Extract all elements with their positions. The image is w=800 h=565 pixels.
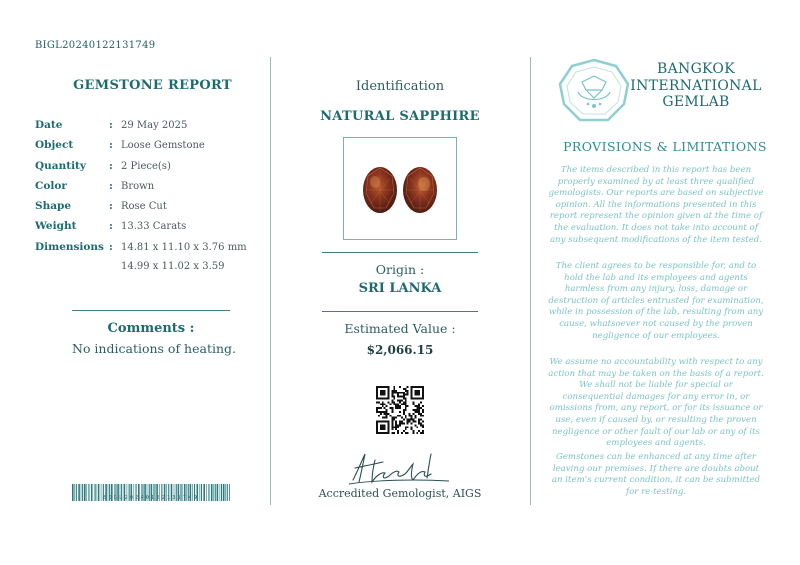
divider bbox=[72, 310, 230, 311]
detail-label: Object bbox=[35, 139, 74, 152]
provisions-paragraph-1: The items described in this report has been properly examined by at least three qualified gemologists. Our reports are based on subjective opinion. All the informations presented in this report represent the opinion given at the time of the evaluation. It does not take into account of any subsequent modifications of the item tested. bbox=[548, 165, 764, 245]
lab-name-line2: INTERNATIONAL bbox=[630, 77, 762, 94]
detail-value: 13.33 Carats bbox=[121, 221, 187, 233]
detail-row-weight: Weight : 13.33 Carats bbox=[35, 220, 187, 233]
qr-code bbox=[376, 386, 424, 434]
comments-title: Comments : bbox=[107, 321, 195, 336]
divider bbox=[322, 311, 478, 312]
lab-name-line1: BANGKOK bbox=[657, 61, 735, 77]
detail-row-color: Color : Brown bbox=[35, 179, 155, 192]
gemlab-logo bbox=[558, 58, 630, 124]
detail-value: 29 May 2025 bbox=[121, 120, 188, 131]
gemstone-left bbox=[363, 167, 397, 213]
report-number: BIGL20240122131749 bbox=[35, 40, 156, 51]
detail-value: 14.81 x 11.10 x 3.76 mm bbox=[121, 241, 247, 253]
detail-value: 14.99 x 11.02 x 3.59 bbox=[121, 261, 225, 273]
detail-row-object: Object : Loose Gemstone bbox=[35, 139, 205, 152]
details-list bbox=[35, 119, 247, 281]
detail-value: Brown bbox=[121, 180, 155, 192]
detail-label: Dimensions bbox=[35, 240, 104, 253]
gemstone-image bbox=[344, 138, 456, 239]
gemstone-right bbox=[403, 167, 437, 213]
detail-row-dimensions: Dimensions : 14.81 x 11.10 x 3.76 mm bbox=[35, 240, 247, 253]
detail-label: Color bbox=[35, 179, 67, 192]
detail-value: 2 Piece(s) bbox=[121, 160, 171, 172]
provisions-paragraph-4: Gemstones can be enhanced at any time after leaving our premises. If there are doubts about an item's current condition, it can be submitted for re-testing. bbox=[551, 452, 761, 497]
detail-label: Date bbox=[35, 119, 63, 131]
column-separator bbox=[530, 57, 531, 505]
detail-row-dimensions-second bbox=[35, 261, 247, 281]
identification-value: NATURAL SAPPHIRE bbox=[320, 109, 480, 124]
gemologist-signature bbox=[345, 446, 455, 488]
origin-value: SRI LANKA bbox=[358, 281, 442, 296]
gemstone-photo bbox=[343, 137, 457, 240]
provisions-title: PROVISIONS & LIMITATIONS bbox=[563, 139, 767, 154]
identification-label: Identification bbox=[355, 79, 445, 94]
provisions-paragraph-3: We assume no accountability with respect to any action that may be taken on the basis of a report. We shall not be liable for special or consequential damages for any error in, or omissions from, any report, or for its issuance or use, even if caused by, or resulting the proven negligence or other fault of our lab or any of its employees and agents. bbox=[548, 357, 764, 449]
detail-label: Quantity bbox=[35, 159, 87, 172]
detail-row-date: Date : 29 May 2025 bbox=[35, 119, 188, 131]
detail-row-quantity: Quantity : 2 Piece(s) bbox=[35, 159, 171, 172]
provisions-paragraph-2: The client agrees to be responsible for, and to hold the lab and its employees and agents harmless from any injury, loss, damage or destruction of articles entrusted for examination, while in possession of the lab, resulting from any cause, whatsoever not caused by the proven negligence of our employees. bbox=[548, 261, 764, 341]
estimated-value-label: Estimated Value : bbox=[344, 321, 456, 336]
detail-label: Shape bbox=[35, 200, 72, 213]
origin-label: Origin : bbox=[375, 262, 425, 277]
divider bbox=[322, 252, 478, 253]
detail-row-shape: Shape : Rose Cut bbox=[35, 200, 167, 213]
lab-name bbox=[626, 61, 766, 111]
detail-value: Loose Gemstone bbox=[121, 140, 205, 152]
report-title: GEMSTONE REPORT bbox=[73, 78, 232, 93]
barcode-number: BIGL20240122131749 bbox=[103, 495, 199, 501]
estimated-value: $2,066.15 bbox=[366, 343, 434, 357]
lab-name-line3: GEMLAB bbox=[662, 94, 730, 110]
comments-text: No indications of heating. bbox=[72, 341, 236, 356]
detail-value: Rose Cut bbox=[121, 201, 167, 213]
detail-label: Weight bbox=[35, 220, 77, 233]
accreditation-text: Accredited Gemologist, AIGS bbox=[318, 487, 482, 500]
